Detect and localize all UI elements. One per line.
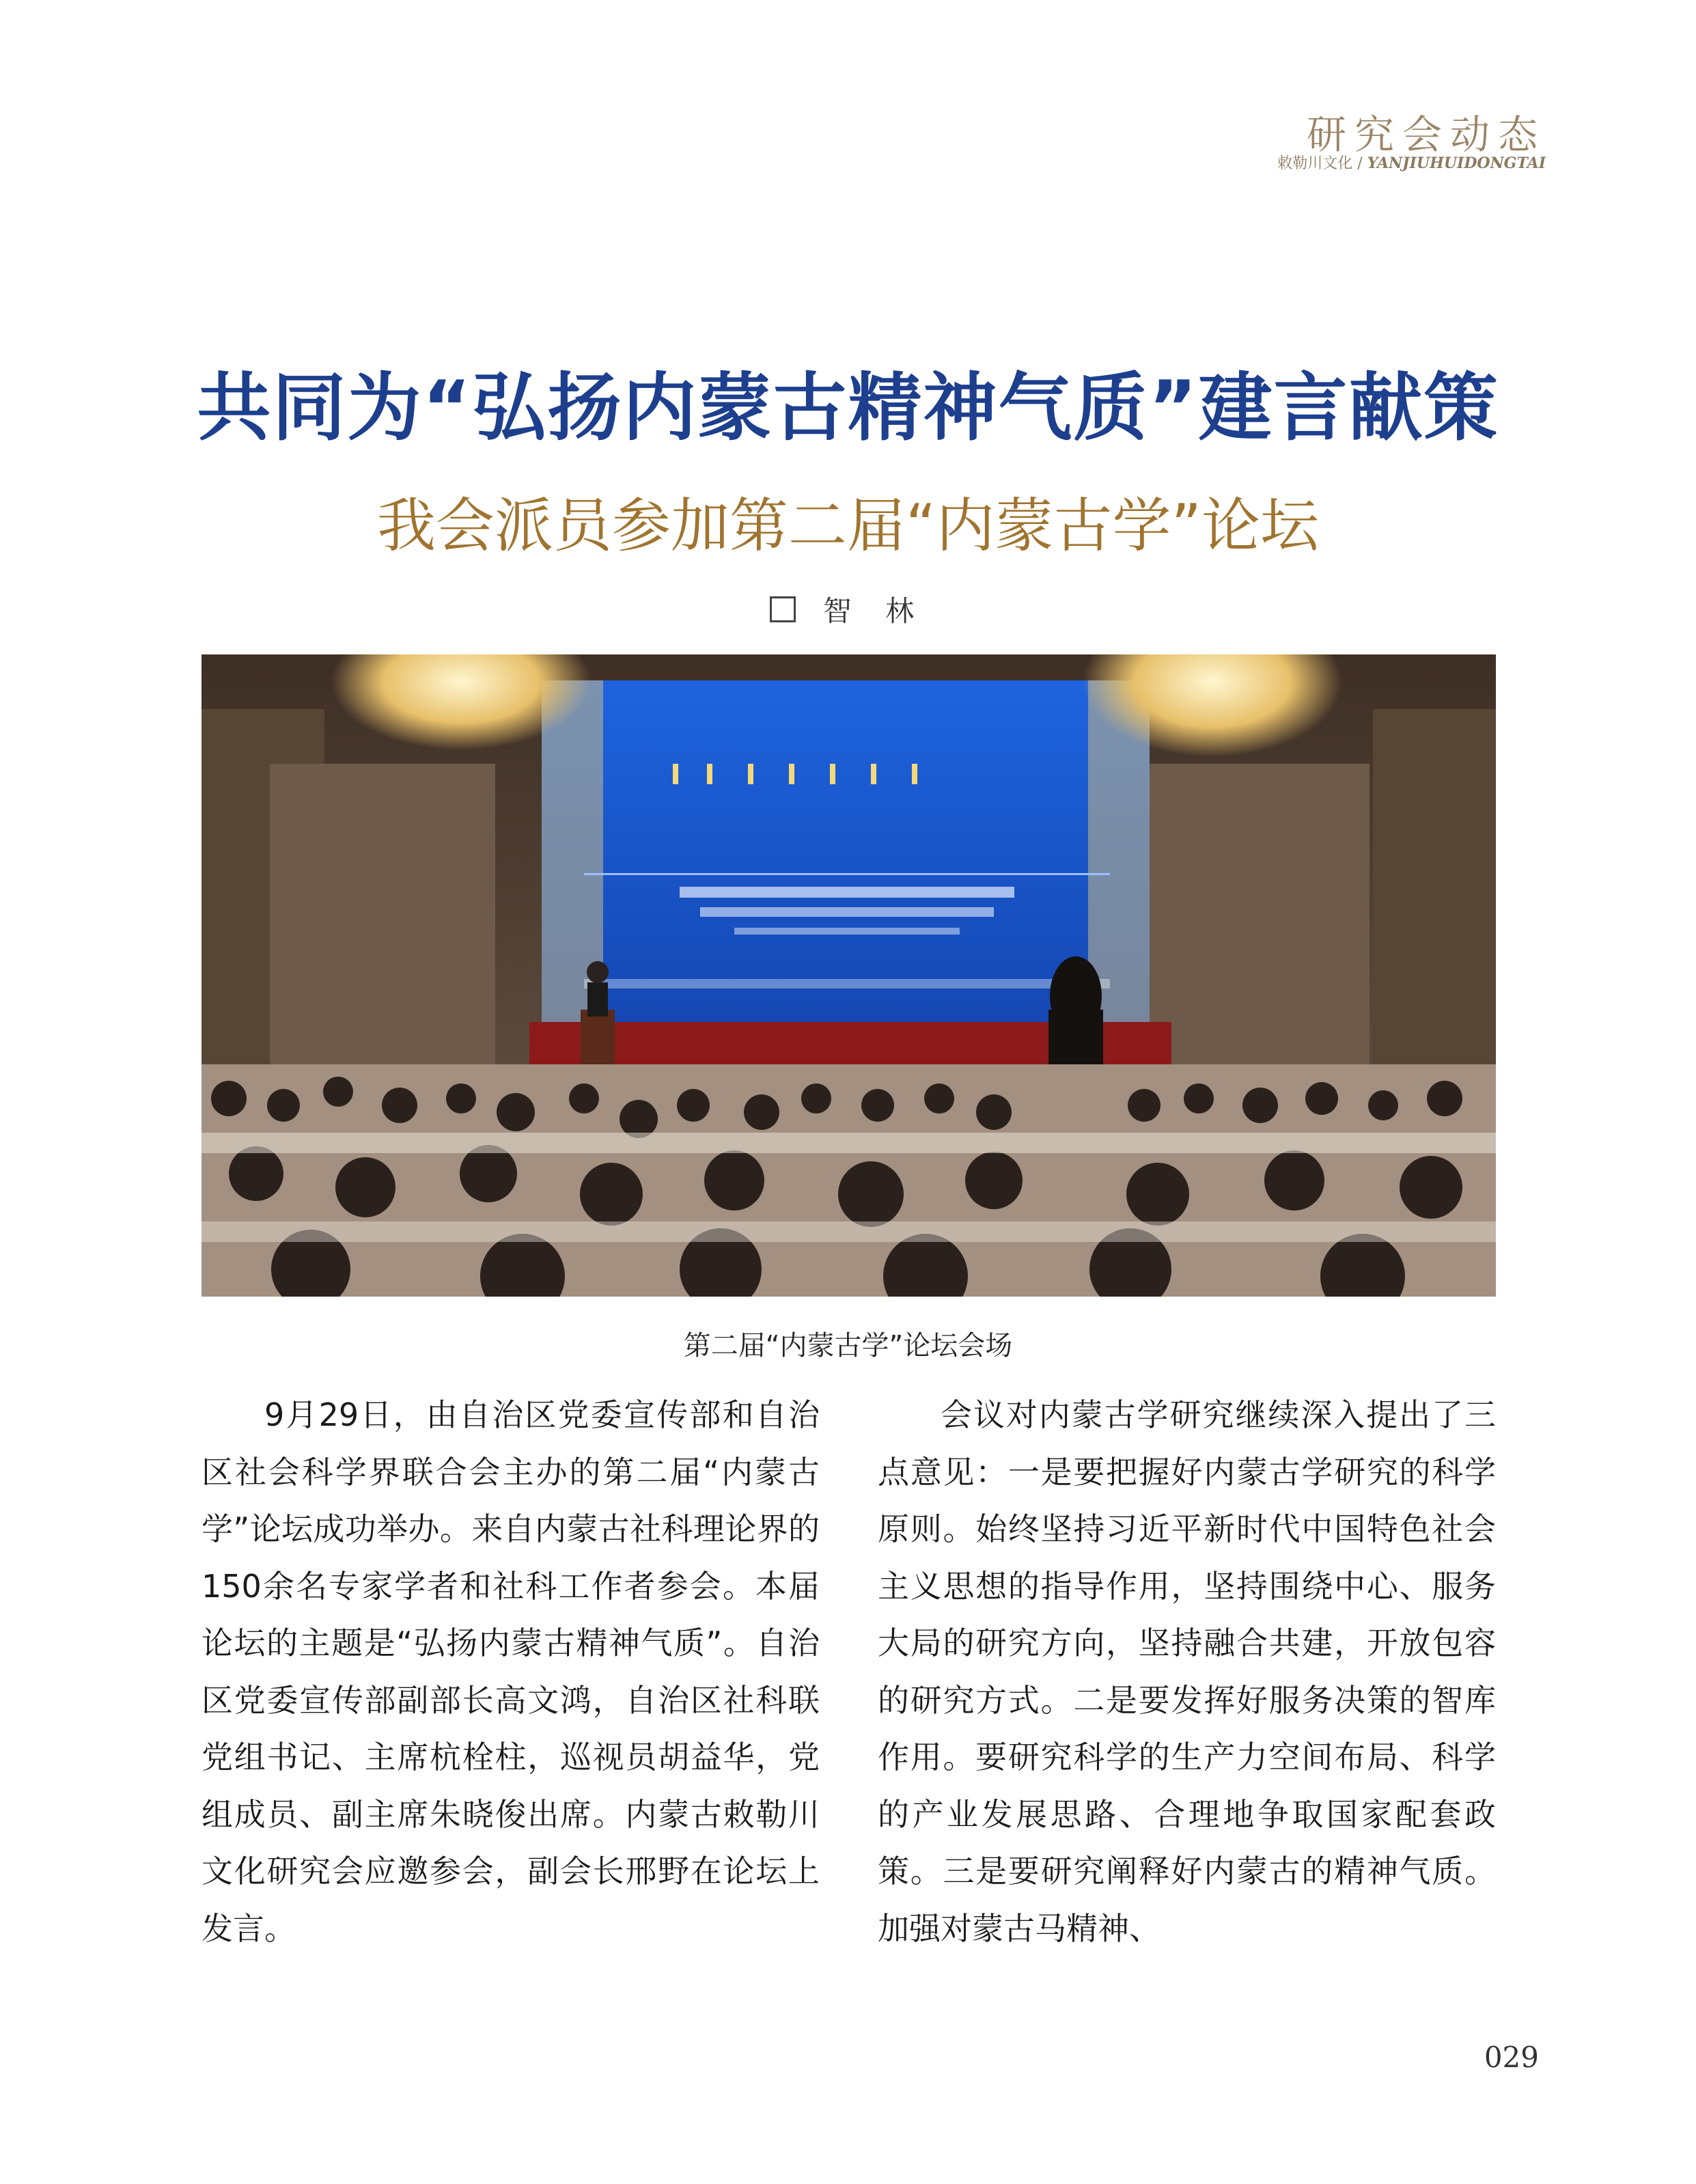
square-bullet-icon — [770, 596, 796, 622]
page-number: 029 — [1484, 2041, 1539, 2074]
article-title: 共同为“弘扬内蒙古精神气质”建言献策 — [197, 365, 1499, 451]
body-paragraph: 会议对内蒙古学研究继续深入提出了三点意见：一是要把握好内蒙古学研究的科学原则。始终坚持习近平新时代中国特色社会主义思想的指导作用，坚持围绕中心、服务大局的研究方向，坚持融合共建，开放包容的研究方式。二是要发挥好服务决策的智库作用。要研究科学的生产力空间布局、科学的产业发展思路、合理地争取国家配套政策。三是要研究阐释好内蒙古的精神气质。加强对蒙古马精神、 — [878, 1396, 1496, 1947]
section-title: 研究会动态 — [1306, 111, 1546, 158]
section-english: YANJIUHUIDONGTAI — [1367, 154, 1546, 172]
article-subtitle: 我会派员参加第二届“内蒙古学”论坛 — [376, 492, 1320, 560]
conference-scene — [201, 654, 1496, 1297]
separator: / — [1357, 155, 1363, 172]
photo-caption: 第二届“内蒙古学”论坛会场 — [683, 1330, 1013, 1361]
magazine-name: 敕勒川文化 — [1277, 155, 1353, 172]
byline — [0, 589, 1696, 630]
conference-photo — [201, 654, 1496, 1297]
body-column-right — [878, 1387, 1496, 1957]
body-column-left — [201, 1387, 820, 1957]
author-name: 智 林 — [822, 594, 927, 628]
section-subheading — [1277, 152, 1546, 173]
body-paragraph: 9月29日，由自治区党委宣传部和自治区社会科学界联合会主办的第二届“内蒙古学”论坛成功举办。来自内蒙古社科理论界的150余名专家学者和社科工作者参会。本届论坛的主题是“弘扬内蒙古精神气质”。自治区党委宣传部副部长高文鸿，自治区社科联党组书记、主席杭栓柱，巡视员胡益华，党组成员、副主席朱晓俊出席。内蒙古敕勒川文化研究会应邀参会，副会长邢野在论坛上发言。 — [201, 1396, 820, 1947]
